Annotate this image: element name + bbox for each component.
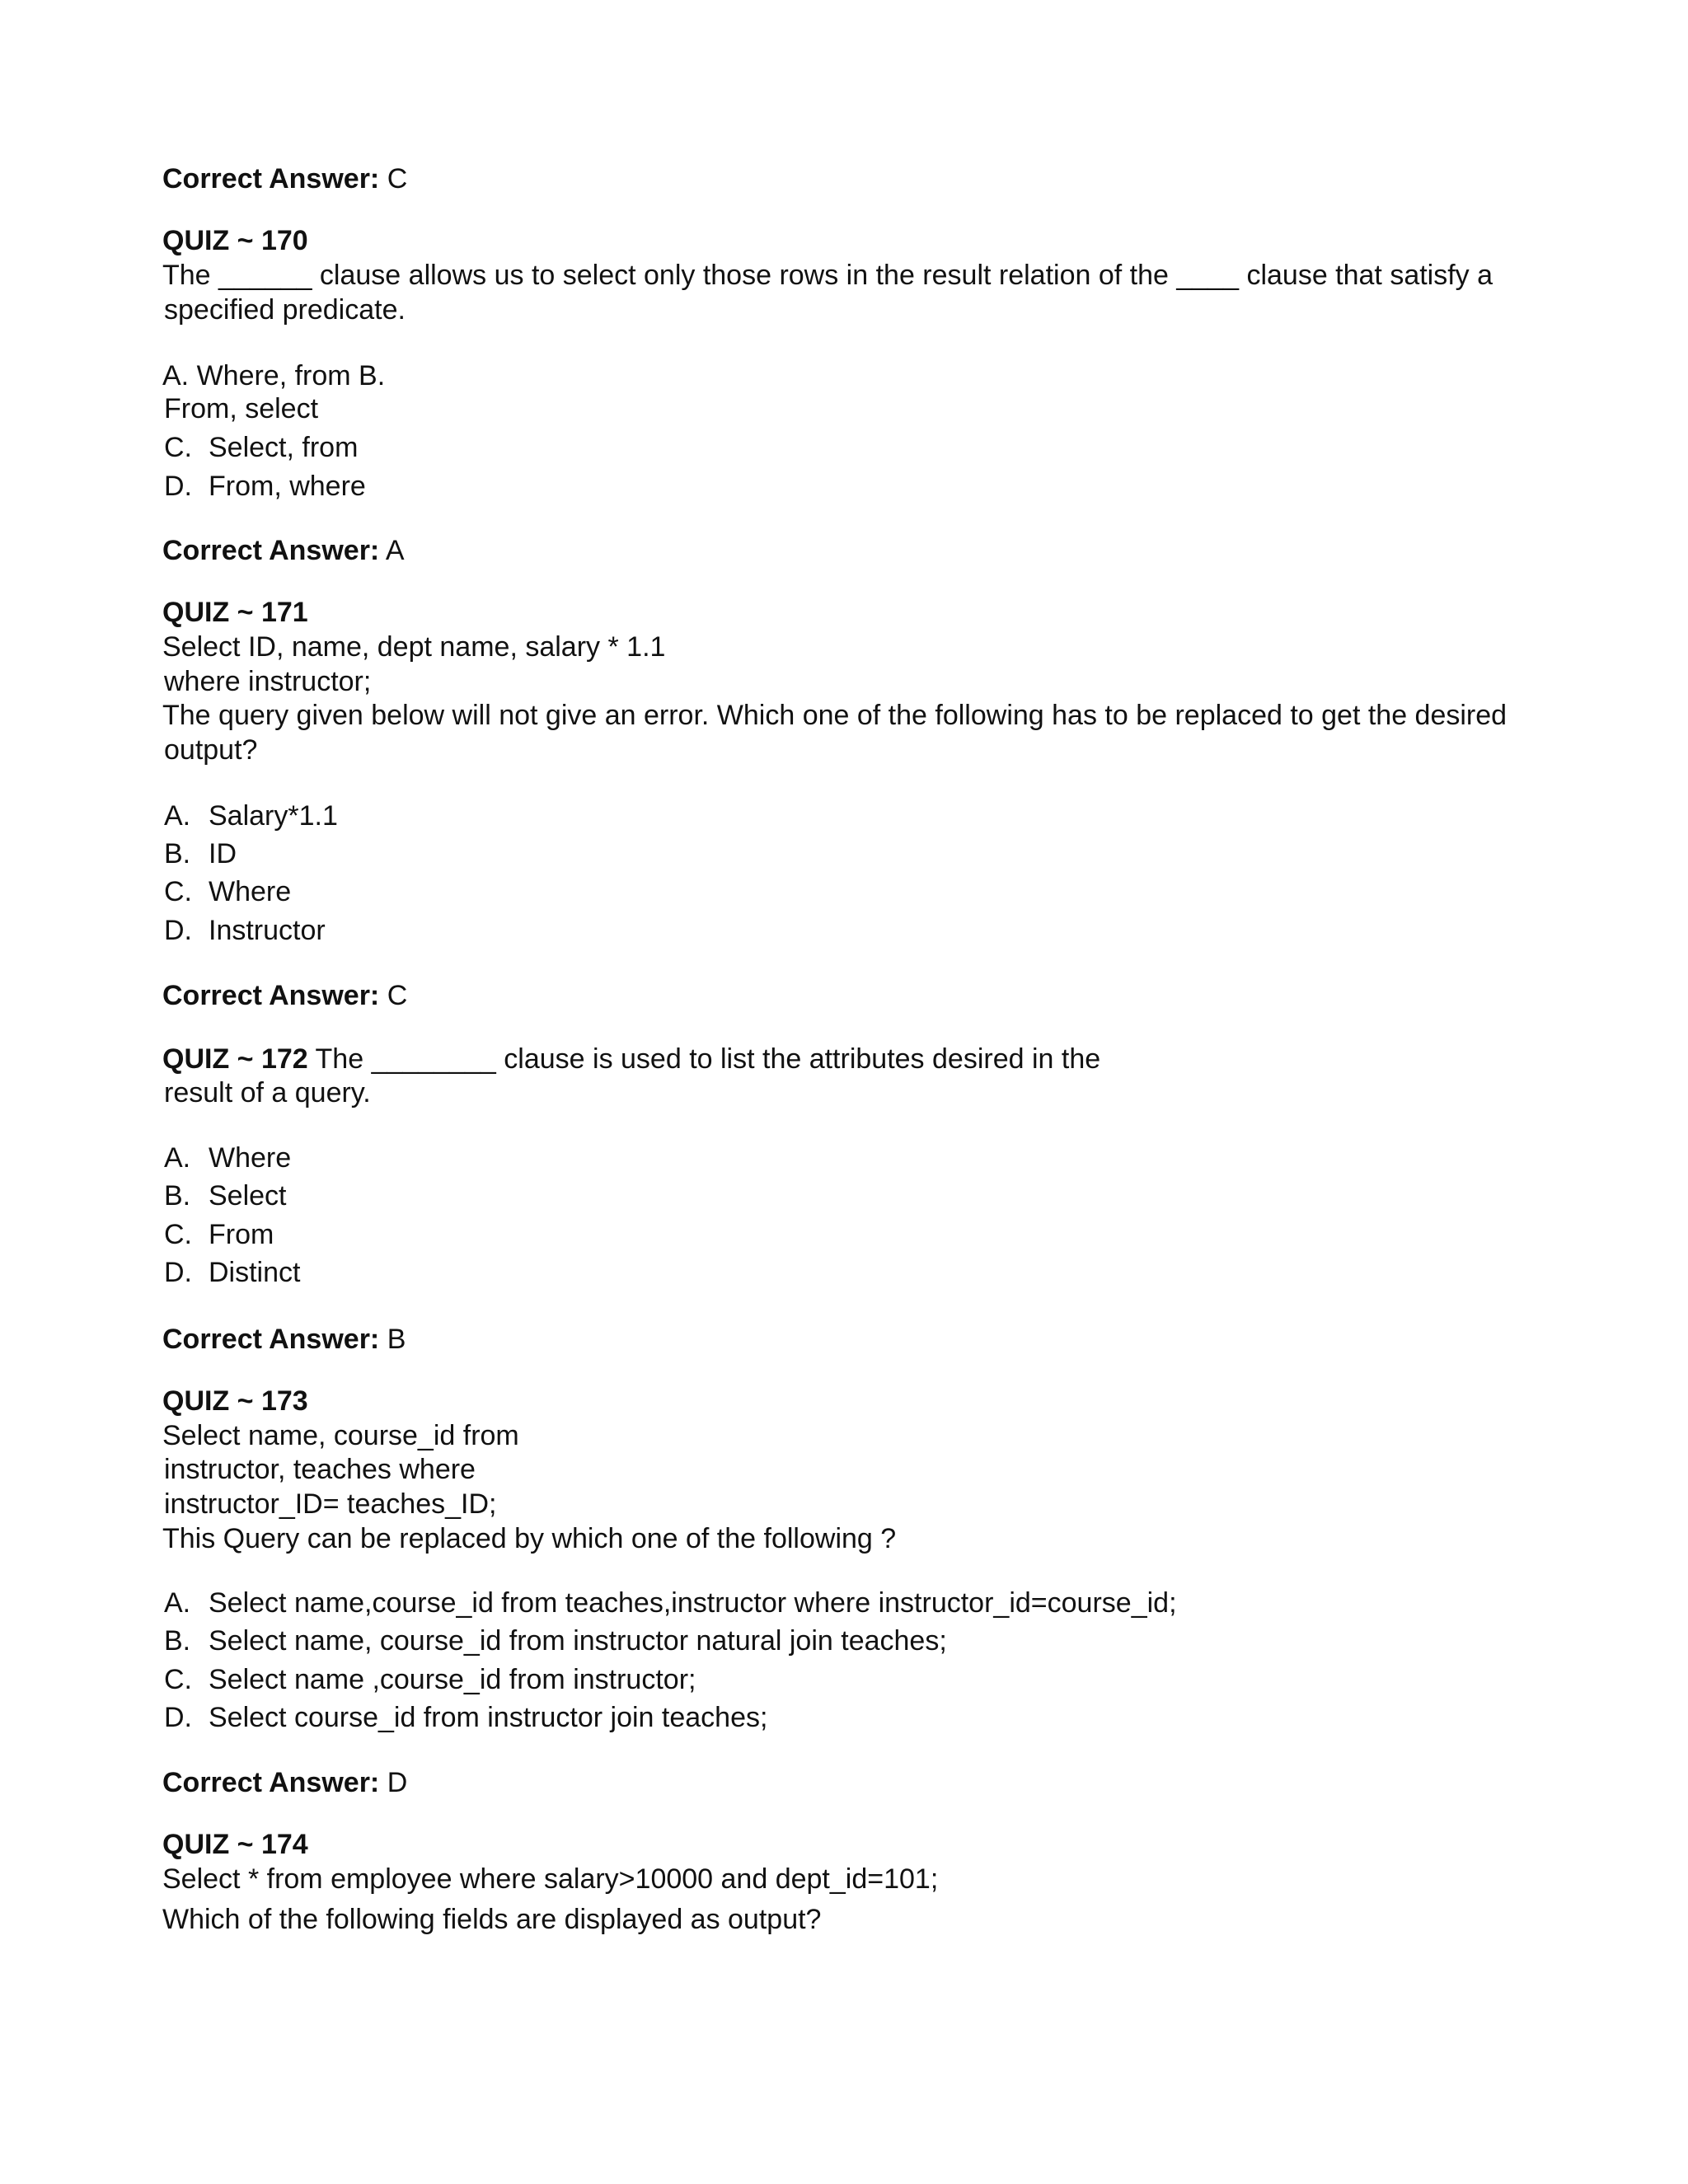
correct-answer-value: C xyxy=(387,980,408,1011)
correct-answer-label: Correct Answer: xyxy=(162,980,380,1011)
quiz-172-question-line xyxy=(162,1043,1100,1076)
quiz-173-option-d-letter: D. xyxy=(164,1702,192,1733)
quiz-170-option-d-letter: D. xyxy=(164,471,192,502)
correct-answer-label: Correct Answer: xyxy=(162,163,380,194)
quiz-173-option-c-letter: C. xyxy=(164,1664,192,1695)
quiz-172-option-a-letter: A. xyxy=(164,1142,191,1174)
correct-answer-line xyxy=(162,1766,407,1799)
quiz-171-option-d-letter: D. xyxy=(164,915,192,946)
quiz-173-heading: QUIZ ~ 173 xyxy=(162,1385,308,1417)
quiz-172-option-d: Distinct xyxy=(209,1257,301,1288)
quiz-173-question-line: Select name, course_id from xyxy=(162,1420,519,1451)
quiz-171-heading: QUIZ ~ 171 xyxy=(162,597,308,628)
quiz-173-question-line: instructor_ID= teaches_ID; xyxy=(164,1488,497,1520)
quiz-171-question-line: The query given below will not give an error. Which one of the following has to be replaced to get the desired xyxy=(162,700,1507,731)
quiz-171-question-line: output? xyxy=(164,734,258,766)
quiz-174-question-line: Which of the following fields are displayed as output? xyxy=(162,1904,822,1935)
correct-answer-label: Correct Answer: xyxy=(162,1767,380,1798)
correct-answer-value: A xyxy=(385,535,405,566)
quiz-173-option-b-letter: B. xyxy=(164,1625,191,1657)
quiz-173-option-c: Select name ,course_id from instructor; xyxy=(209,1664,696,1695)
quiz-172-option-b-letter: B. xyxy=(164,1180,191,1212)
quiz-170-question-line: The ______ clause allows us to select only those rows in the result relation of the ____ clause that satisfy a xyxy=(162,260,1493,291)
correct-answer-line xyxy=(162,1323,406,1356)
quiz-170-option-d: From, where xyxy=(209,471,366,502)
quiz-173-question-line: instructor, teaches where xyxy=(164,1454,476,1485)
quiz-171-question-line: where instructor; xyxy=(164,666,372,697)
correct-answer-value: C xyxy=(387,163,408,194)
quiz-170-question-line: specified predicate. xyxy=(164,294,406,326)
quiz-173-question-line: This Query can be replaced by which one of the following ? xyxy=(162,1523,897,1554)
quiz-172-option-a: Where xyxy=(209,1142,292,1174)
correct-answer-line xyxy=(162,534,405,567)
quiz-171-option-b: ID xyxy=(209,838,237,869)
correct-answer-value: B xyxy=(387,1324,406,1355)
correct-answer-line xyxy=(162,979,407,1012)
quiz-172-option-d-letter: D. xyxy=(164,1257,192,1288)
quiz-172-option-b: Select xyxy=(209,1180,287,1212)
correct-answer-label: Correct Answer: xyxy=(162,1324,380,1355)
quiz-171-option-c: Where xyxy=(209,876,292,907)
correct-answer-value: D xyxy=(387,1767,408,1798)
quiz-172-option-c: From xyxy=(209,1219,274,1250)
quiz-171-question-line: Select ID, name, dept name, salary * 1.1 xyxy=(162,631,666,663)
quiz-174-heading: QUIZ ~ 174 xyxy=(162,1829,308,1860)
quiz-170-heading: QUIZ ~ 170 xyxy=(162,225,308,256)
quiz-170-option-b: From, select xyxy=(164,393,319,424)
quiz-171-option-c-letter: C. xyxy=(164,876,192,907)
quiz-171-option-a-letter: A. xyxy=(164,800,191,832)
quiz-173-option-b: Select name, course_id from instructor natural join teaches; xyxy=(209,1625,947,1657)
quiz-170-option-c-letter: C. xyxy=(164,432,192,463)
quiz-172-heading: QUIZ ~ 172 xyxy=(162,1043,308,1075)
quiz-173-option-a: Select name,course_id from teaches,instructor where instructor_id=course_id; xyxy=(209,1587,1177,1619)
quiz-171-option-a: Salary*1.1 xyxy=(209,800,338,832)
quiz-172-question-line: result of a query. xyxy=(164,1077,371,1108)
quiz-173-option-d: Select course_id from instructor join teaches; xyxy=(209,1702,768,1733)
correct-answer-line xyxy=(162,162,407,195)
quiz-170-option-a: A. Where, from B. xyxy=(162,360,386,391)
quiz-174-question-line: Select * from employee where salary>10000 and dept_id=101; xyxy=(162,1863,939,1895)
quiz-172-question-text: The ________ clause is used to list the attributes desired in the xyxy=(307,1043,1101,1075)
quiz-170-option-c: Select, from xyxy=(209,432,359,463)
quiz-171-option-b-letter: B. xyxy=(164,838,191,869)
correct-answer-label: Correct Answer: xyxy=(162,535,380,566)
quiz-172-option-c-letter: C. xyxy=(164,1219,192,1250)
quiz-173-option-a-letter: A. xyxy=(164,1587,191,1619)
quiz-171-option-d: Instructor xyxy=(209,915,326,946)
